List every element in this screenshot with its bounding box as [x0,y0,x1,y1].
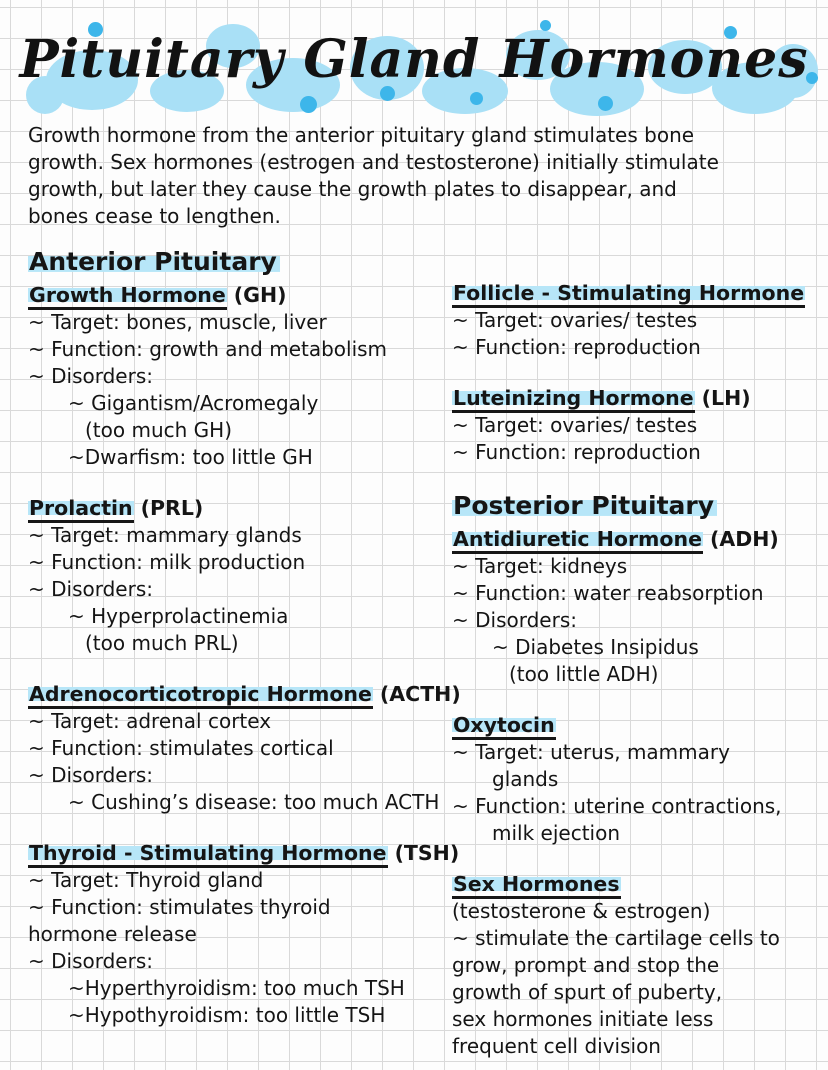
note-line: milk ejection [492,821,621,845]
hormone-title-line [452,385,828,412]
note-line: ~ Target: kidneys [452,554,628,578]
note-line: glands [492,767,559,791]
note-line: ~Dwarfism: too little GH [68,445,313,469]
hormone-name: Sex Hormones [452,872,621,899]
note-line: (too much PRL) [85,631,239,655]
hormone-name: Thyroid - Stimulating Hormone [28,841,388,868]
hormone-title-line [28,495,452,522]
section-growth-hormone [28,282,452,471]
section-thyroid-stimulating-hormone [28,840,460,1029]
section-oxytocin [452,712,828,847]
hormone-title-line [28,681,461,708]
intro-line: growth. Sex hormones (estrogen and testosterone) initially stimulate [28,150,719,174]
notes-columns [28,246,828,1070]
hormone-name: Luteinizing Hormone [452,386,695,413]
note-line: ~ Function: water reabsorption [452,581,764,605]
note-line: frequent cell division [452,1034,661,1058]
note-line: ~ Gigantism/Acromegaly [68,391,319,415]
intro-line: growth, but later they cause the growth plates to disappear, and [28,177,677,201]
hormone-title-line [28,282,452,309]
hormone-name: Follicle - Stimulating Hormone [452,281,805,308]
page-title: Pituitary Gland Hormones [19,29,809,90]
note-line: ~ Target: adrenal cortex [28,709,272,733]
note-line: ~ Target: ovaries/ testes [452,413,698,437]
note-line: ~ Function: stimulates thyroid [28,895,331,919]
note-line: grow, prompt and stop the [452,953,720,977]
note-line: sex hormones initiate less [452,1007,714,1031]
hormone-title-line [452,871,828,898]
note-line: ~Hyperthyroidism: too much TSH [68,976,405,1000]
heading-text: Anterior Pituitary [28,247,280,276]
section-luteinizing-hormone [452,385,828,466]
note-line: (too much GH) [85,418,233,442]
section-prolactin [28,495,452,657]
note-line: (testosterone & estrogen) [452,899,711,923]
hormone-abbr: (TSH) [394,841,460,865]
hormone-abbr: (LH) [701,386,751,410]
right-column [452,246,828,1070]
note-line: ~ Diabetes Insipidus [492,635,699,659]
hormone-name: Oxytocin [452,713,556,740]
hormone-name: Prolactin [28,496,134,523]
note-line: ~ Target: ovaries/ testes [452,308,698,332]
hormone-abbr: (PRL) [140,496,204,520]
intro-paragraph [28,122,828,230]
posterior-pituitary-heading [452,490,828,522]
note-line: (too little ADH) [509,662,659,686]
note-line: ~ Function: stimulates cortical [28,736,334,760]
hormone-title-line [28,840,460,867]
note-line: ~ Disorders: [28,949,153,973]
hormone-abbr: (ADH) [710,527,779,551]
note-line: ~ Target: bones, muscle, liver [28,310,327,334]
hormone-abbr: (GH) [233,283,287,307]
note-line: ~ Disorders: [452,608,577,632]
left-column [28,246,461,1070]
hormone-name: Growth Hormone [28,283,227,310]
note-line: ~ Cushing’s disease: too much ACTH [68,790,440,814]
note-line: ~ Function: reproduction [452,335,701,359]
note-line: ~ Function: growth and metabolism [28,337,388,361]
note-line: ~ Disorders: [28,364,153,388]
section-antidiuretic-hormone [452,526,828,688]
hormone-title-line [452,526,828,553]
intro-line: Growth hormone from the anterior pituitary gland stimulates bone [28,123,695,147]
section-sex-hormones [452,871,828,1060]
note-line: ~ Target: mammary glands [28,523,302,547]
note-line: ~ Disorders: [28,577,153,601]
hormone-title-line [452,280,828,307]
note-line: growth of spurt of puberty, [452,980,723,1004]
note-line: ~Hypothyroidism: too little TSH [68,1003,386,1027]
note-line: ~ Function: uterine contractions, [452,794,782,818]
title-band [0,12,828,108]
hormone-abbr: (ACTH) [379,682,461,706]
note-line: ~ Target: Thyroid gland [28,868,264,892]
heading-text: Posterior Pituitary [452,491,717,520]
note-line: ~ Function: milk production [28,550,306,574]
intro-line: bones cease to lengthen. [28,204,281,228]
note-line: ~ Target: uterus, mammary [452,740,730,764]
note-line: ~ Hyperprolactinemia [68,604,289,628]
section-adrenocorticotropic-hormone [28,681,461,816]
anterior-pituitary-heading [28,246,452,278]
note-line: ~ Function: reproduction [452,440,701,464]
note-line: ~ Disorders: [28,763,153,787]
note-line: ~ stimulate the cartilage cells to [452,926,780,950]
hormone-name: Antidiuretic Hormone [452,527,703,554]
hormone-title-line [452,712,828,739]
note-line: hormone release [28,922,197,946]
section-follicle-stimulating-hormone [452,280,828,361]
hormone-name: Adrenocorticotropic Hormone [28,682,373,709]
